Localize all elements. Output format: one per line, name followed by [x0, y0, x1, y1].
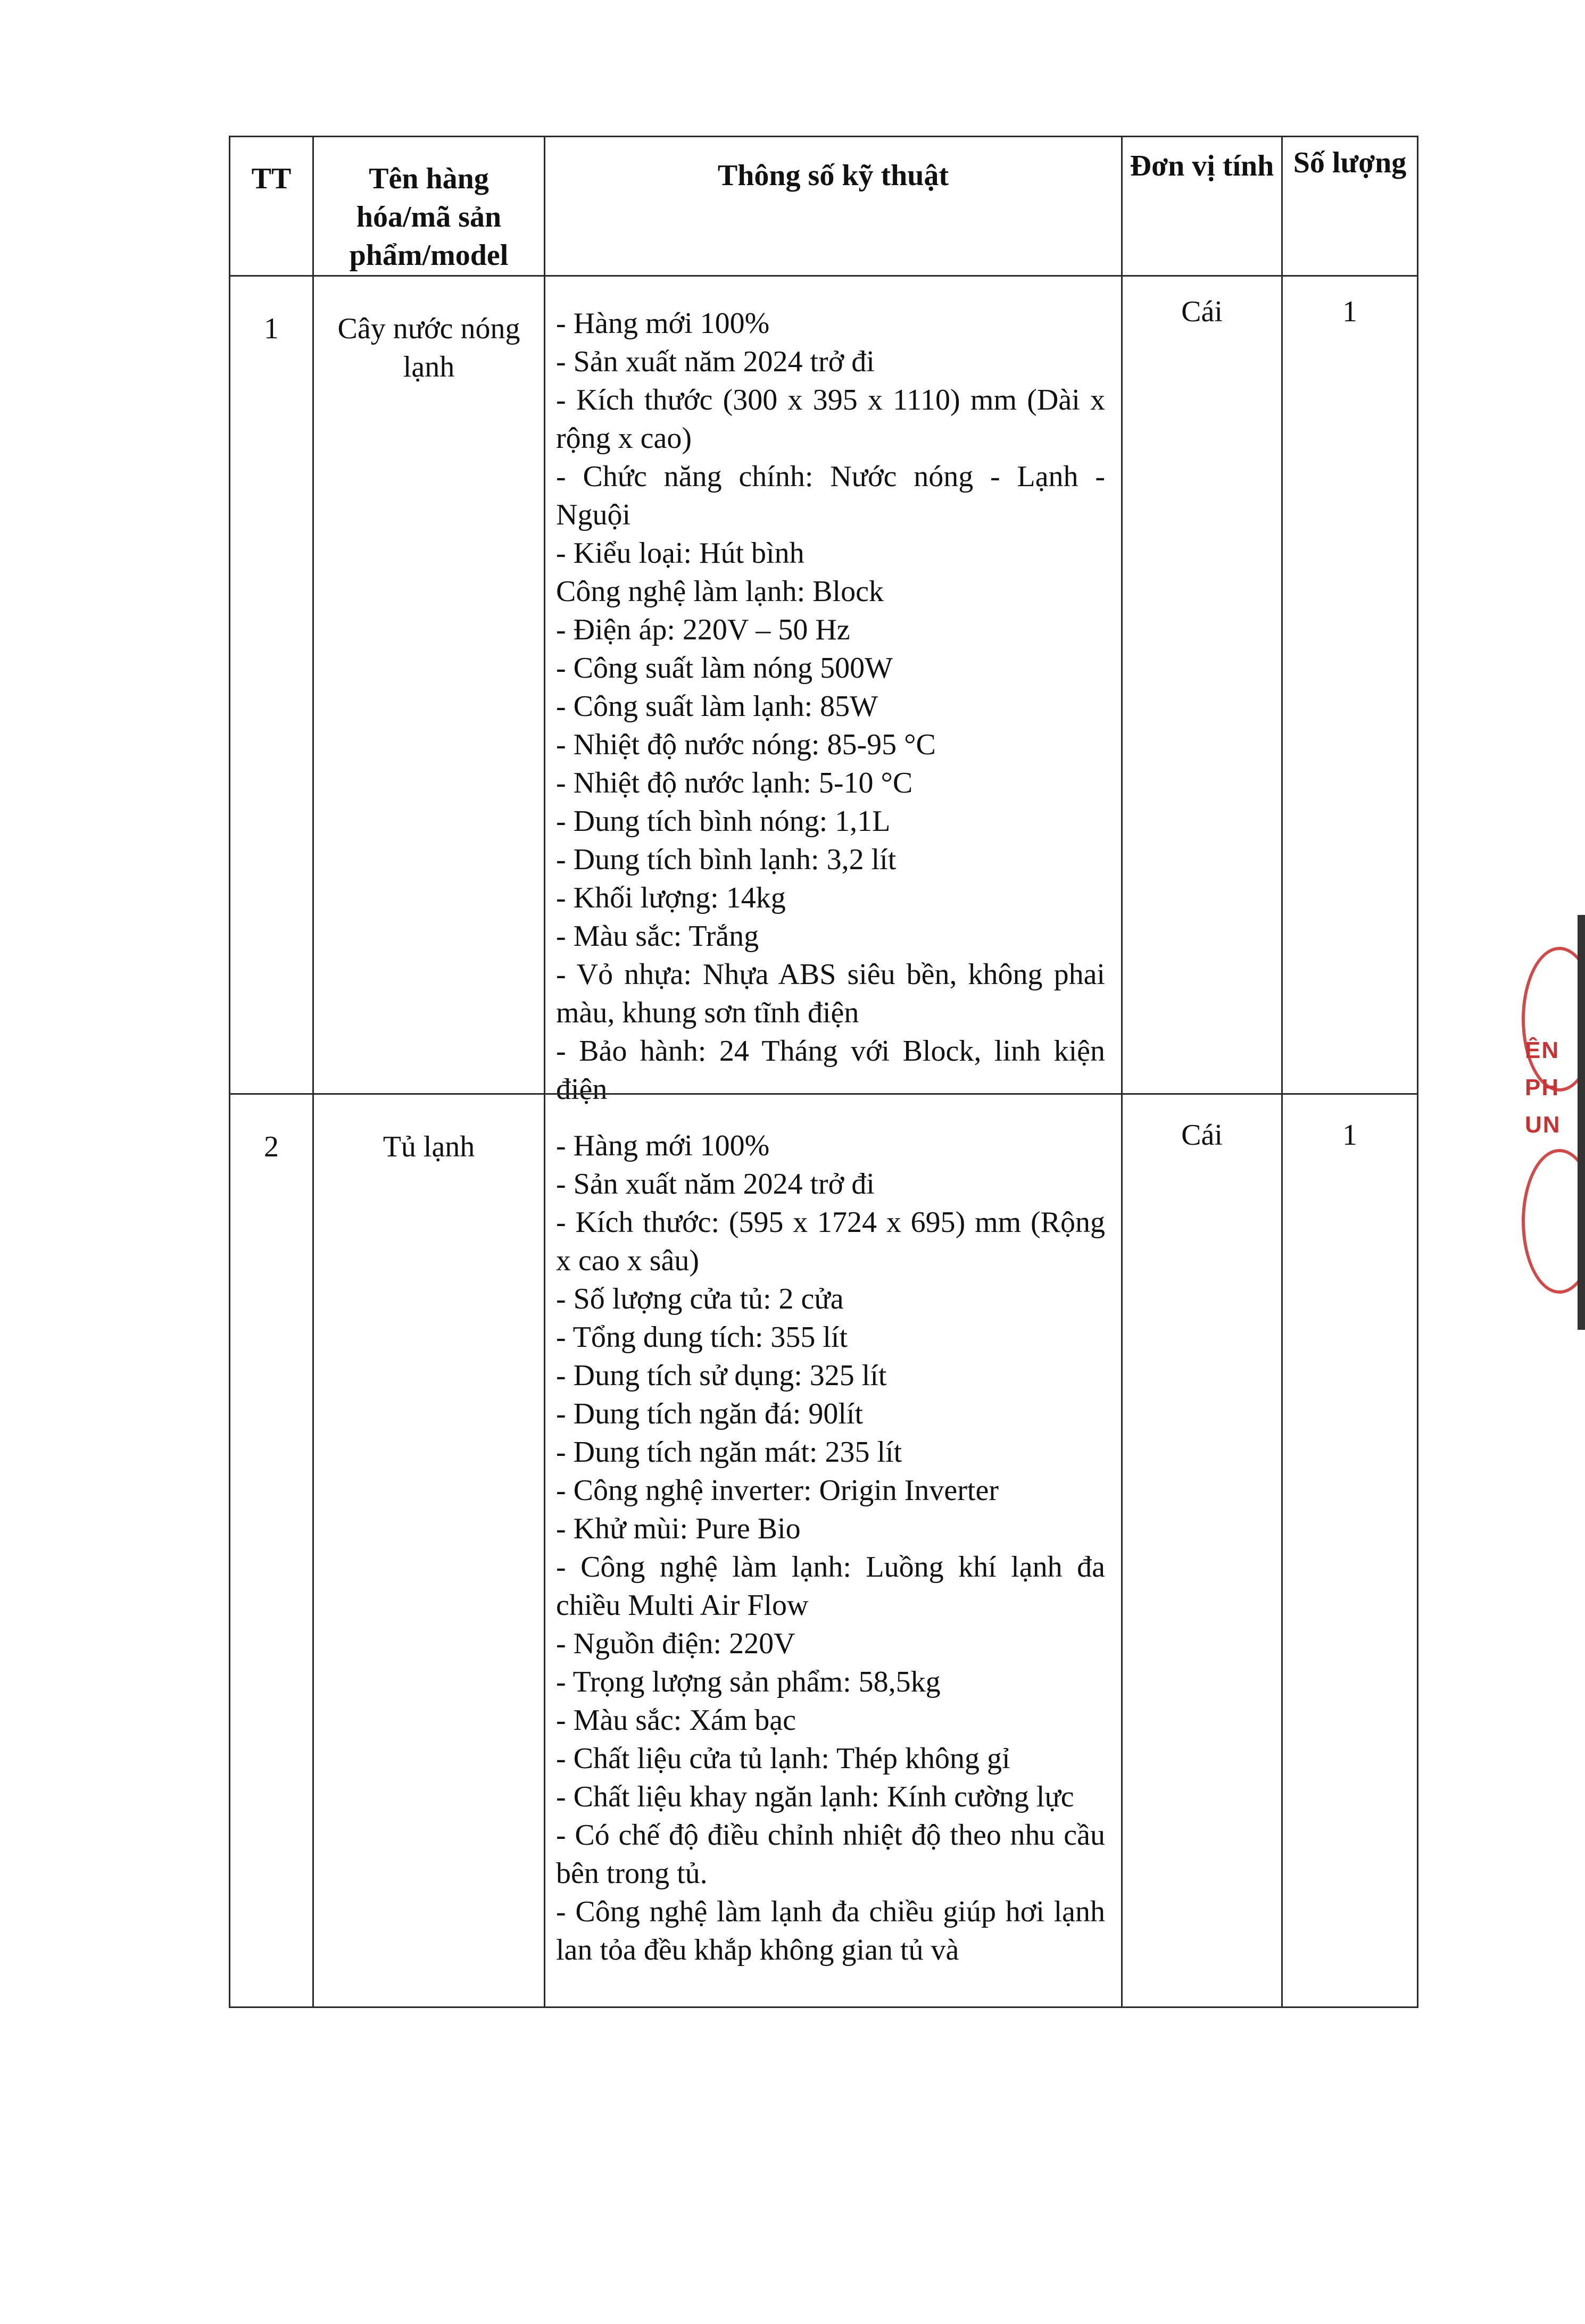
spec-line: - Vỏ nhựa: Nhựa ABS siêu bền, không phai màu, khung sơn tĩnh điện: [556, 958, 1105, 1029]
row-1-unit-value: Cái: [1181, 295, 1223, 328]
spec-line: - Tổng dung tích: 355 lít: [556, 1321, 848, 1354]
spec-line: - Dung tích ngăn mát: 235 lít: [556, 1436, 902, 1469]
stamp-text-line-2: PH: [1525, 1074, 1560, 1101]
spec-line: - Dung tích ngăn đá: 90lít: [556, 1397, 864, 1430]
stamp-text-line-3: UN: [1525, 1112, 1561, 1138]
spec-line: - Chức năng chính: Nước nóng - Lạnh - Nguội: [556, 460, 1105, 531]
row-1-unit: [1121, 275, 1283, 1095]
spec-line: - Công suất làm nóng 500W: [556, 652, 893, 685]
row-1-quantity-value: 1: [1342, 295, 1357, 328]
header-quantity: [1281, 136, 1418, 277]
header-unit: [1121, 136, 1283, 277]
spec-line: - Khử mùi: Pure Bio: [556, 1512, 801, 1545]
spec-line: - Kiểu loại: Hút bình: [556, 537, 804, 570]
row-2-tt: [229, 1093, 314, 2008]
row-1-spec-list: [556, 304, 1105, 1109]
header-tt: [229, 136, 314, 277]
header-specifications-label: Thông số kỹ thuật: [717, 159, 949, 192]
row-2-specifications: [544, 1093, 1123, 2008]
row-2-unit: [1121, 1093, 1283, 2008]
spec-line: - Công nghệ làm lạnh: Luồng khí lạnh đa chiều Multi Air Flow: [556, 1551, 1105, 1622]
spec-line: - Dung tích bình nóng: 1,1L: [556, 805, 891, 838]
spec-line: - Kích thước: (595 x 1724 x 695) mm (Rộng x cao x sâu): [556, 1206, 1105, 1277]
row-2-quantity: [1281, 1093, 1418, 2008]
row-2-product-name-value: Tủ lạnh: [383, 1130, 475, 1163]
spec-line: - Số lượng cửa tủ: 2 cửa: [556, 1282, 844, 1315]
header-specifications: [544, 136, 1123, 277]
spec-line: - Dung tích bình lạnh: 3,2 lít: [556, 843, 897, 876]
spec-line: - Màu sắc: Trắng: [556, 920, 759, 953]
spec-line: - Bảo hành: 24 Tháng với Block, linh kiện điện: [556, 1035, 1105, 1106]
row-1-tt: [229, 275, 314, 1095]
spec-line: - Kích thước (300 x 395 x 1110) mm (Dài x rộng x cao): [556, 384, 1105, 455]
spec-line: - Trọng lượng sản phẩm: 58,5kg: [556, 1665, 941, 1698]
spec-line: - Chất liệu cửa tủ lạnh: Thép không gỉ: [556, 1742, 1010, 1775]
spec-line: - Sản xuất năm 2024 trở đi: [556, 1168, 875, 1201]
spec-line: - Nguồn điện: 220V: [556, 1627, 795, 1660]
spec-line: - Sản xuất năm 2024 trở đi: [556, 345, 875, 378]
spec-line: - Hàng mới 100%: [556, 1129, 770, 1162]
spec-line: - Nhiệt độ nước lạnh: 5-10 °C: [556, 767, 913, 799]
scan-edge-bar: [1578, 915, 1585, 1330]
row-1-product-name-value: Cây nước nóng lạnh: [337, 312, 520, 384]
row-1-product-name: [312, 275, 545, 1095]
spec-line: - Màu sắc: Xám bạc: [556, 1704, 796, 1737]
header-product-name-label: Tên hàng hóa/mã sản phẩm/model: [349, 162, 509, 272]
header-tt-label: TT: [251, 162, 292, 195]
row-2-quantity-value: 1: [1342, 1119, 1357, 1152]
row-2-spec-list: [556, 1127, 1105, 1969]
spec-line: - Nhiệt độ nước nóng: 85-95 °C: [556, 728, 936, 761]
spec-line: - Điện áp: 220V – 50 Hz: [556, 613, 850, 646]
partial-stamp: [1511, 915, 1585, 1330]
spec-line: - Công nghệ inverter: Origin Inverter: [556, 1474, 999, 1507]
row-1-quantity: [1281, 275, 1418, 1095]
spec-line: - Chất liệu khay ngăn lạnh: Kính cường lực: [556, 1780, 1074, 1813]
row-2-tt-value: 2: [264, 1130, 279, 1163]
row-2-unit-value: Cái: [1181, 1119, 1223, 1152]
spec-line: - Có chế độ điều chỉnh nhiệt độ theo nhu cầu bên trong tủ.: [556, 1819, 1105, 1890]
spec-line: - Khối lượng: 14kg: [556, 881, 786, 914]
row-1-tt-value: 1: [264, 312, 279, 345]
spec-line: - Dung tích sử dụng: 325 lít: [556, 1359, 887, 1392]
stamp-ring-bottom: [1522, 1149, 1585, 1294]
header-product-name: [312, 136, 545, 277]
row-2-product-name: [312, 1093, 545, 2008]
spec-line: Công nghệ làm lạnh: Block: [556, 575, 884, 608]
spec-line: - Công nghệ làm lạnh đa chiều giúp hơi lạnh lan tỏa đều khắp không gian tủ và: [556, 1895, 1105, 1967]
row-1-specifications: [544, 275, 1123, 1106]
spec-line: - Hàng mới 100%: [556, 307, 770, 340]
header-quantity-label: Số lượng: [1293, 146, 1407, 179]
header-unit-label: Đơn vị tính: [1130, 149, 1274, 182]
spec-line: - Công suất làm lạnh: 85W: [556, 690, 878, 723]
stamp-text-line-1: ÊN: [1525, 1037, 1560, 1063]
